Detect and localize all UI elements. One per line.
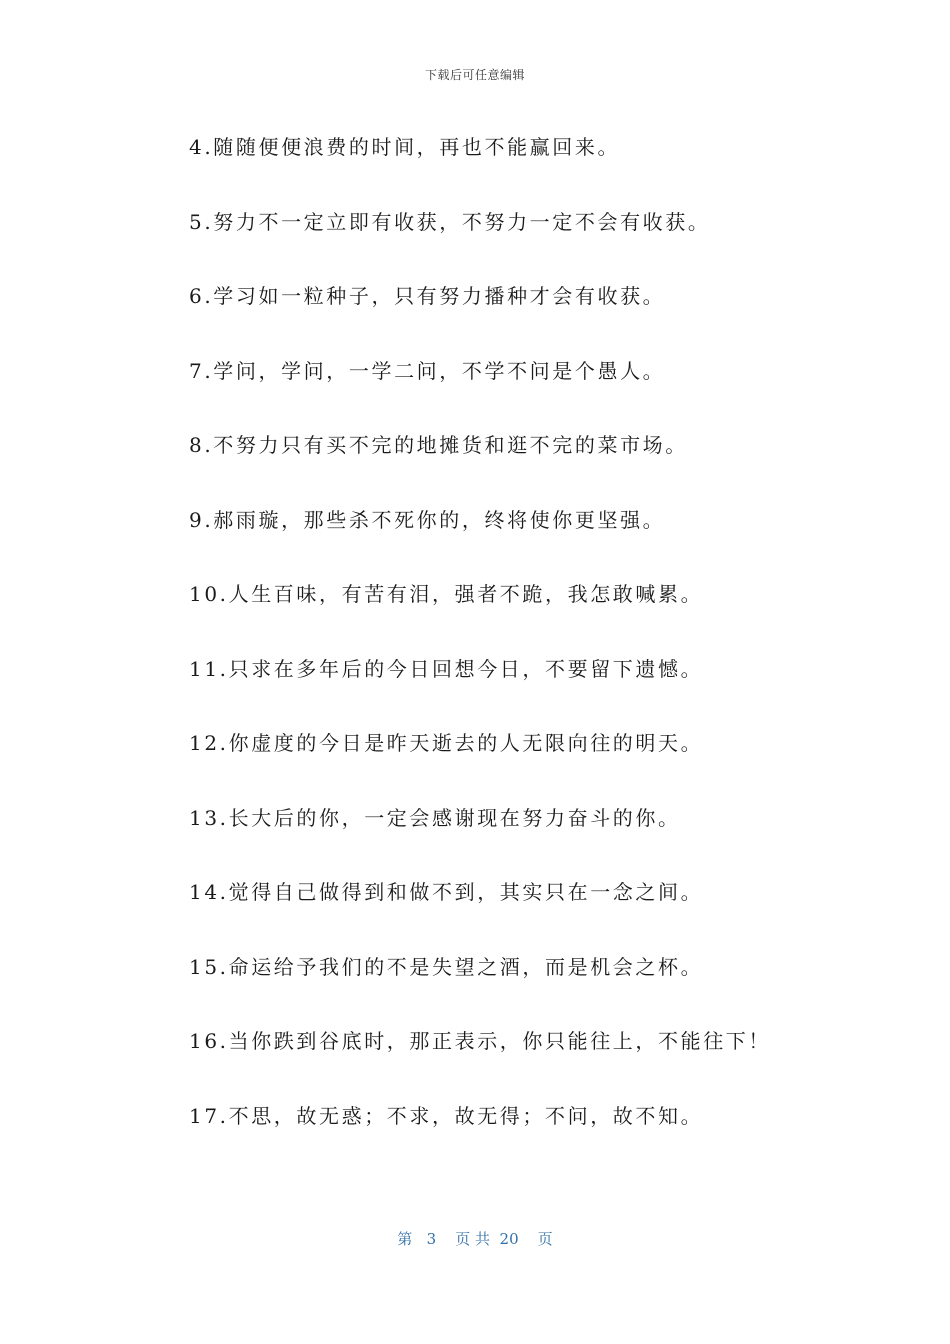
- list-item: 11.只求在多年后的今日回想今日，不要留下遗憾。: [189, 656, 704, 681]
- quote-list: [189, 130, 889, 1173]
- list-item: 4.随随便便浪费的时间，再也不能赢回来。: [189, 135, 621, 159]
- list-item: 16.当你跌到谷底时，那正表示，你只能往上，不能往下！: [189, 1029, 772, 1053]
- list-item: 14.觉得自己做得到和做不到，其实只在一念之间。: [189, 880, 704, 904]
- list-item: 8.不努力只有买不完的地摊货和逛不完的菜市场。: [189, 433, 688, 457]
- list-item: 12.你虚度的今日是昨天逝去的人无限向往的明天。: [189, 731, 704, 755]
- page-header: 下载后可任意编辑: [424, 68, 525, 82]
- list-item: 5.努力不一定立即有收获，不努力一定不会有收获。: [189, 209, 711, 234]
- list-item: 7.学问，学问，一学二问，不学不问是个愚人。: [189, 358, 666, 383]
- list-item: 15.命运给予我们的不是失望之酒，而是机会之杯。: [189, 954, 704, 979]
- list-item: 10.人生百味，有苦有泪，强者不跪，我怎敢喊累。: [189, 582, 704, 606]
- list-item: 17.不思，故无惑；不求，故无得；不问，故不知。: [189, 1103, 704, 1128]
- list-item: 9.郝雨璇，那些杀不死你的，终将使你更坚强。: [189, 507, 666, 532]
- list-item: 13.长大后的你，一定会感谢现在努力奋斗的你。: [189, 805, 681, 830]
- page-footer: 第 3 页 共 20 页: [397, 1230, 553, 1248]
- list-item: 6.学习如一粒种子，只有努力播种才会有收获。: [189, 284, 666, 308]
